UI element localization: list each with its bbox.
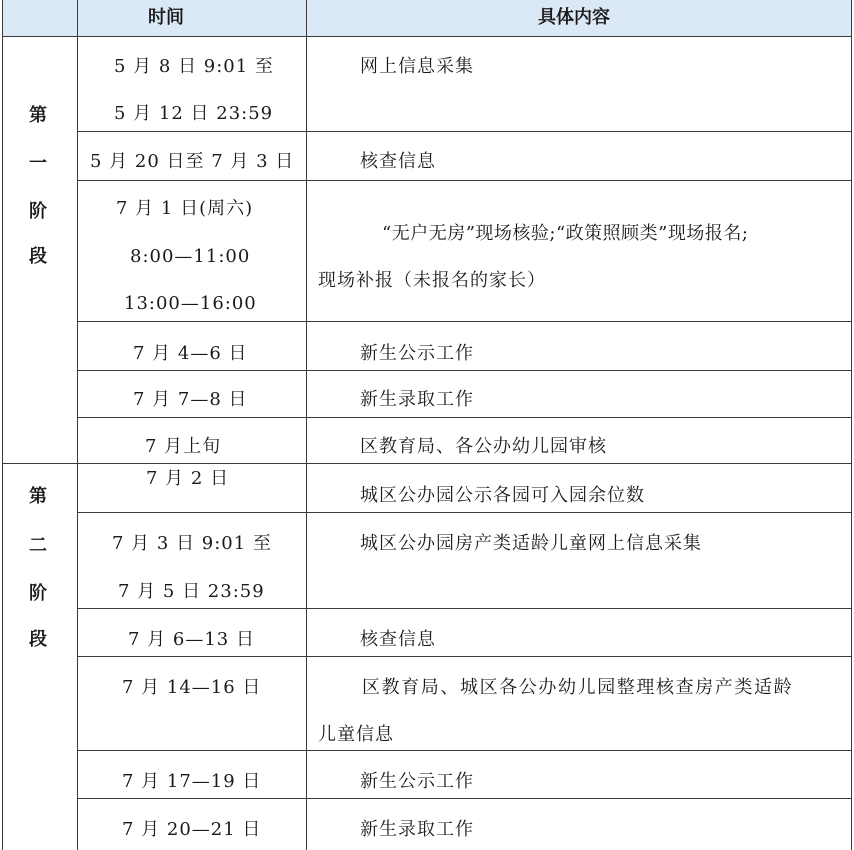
phase-1-char: 阶: [29, 201, 47, 222]
column-divider: [77, 0, 78, 850]
phase-divider: [2, 463, 852, 464]
phase-1-char: 第: [29, 105, 47, 126]
row-divider: [2, 36, 852, 37]
row-time-line: 13:00—16:00: [124, 293, 257, 314]
row-time-line: 7 月 1 日(周六): [116, 198, 254, 219]
row-content-line: 新生公示工作: [360, 771, 474, 792]
row-time-line: 5 月 12 日 23:59: [114, 103, 274, 124]
row-divider: [77, 131, 852, 132]
table-border: [2, 0, 3, 850]
row-time-line: 5 月 8 日 9:01 至: [114, 56, 274, 77]
row-divider: [77, 608, 852, 609]
header-background: [78, 0, 306, 36]
row-time-line: 7 月 17—19 日: [122, 771, 262, 792]
phase-2-char: 阶: [29, 583, 47, 604]
row-content-line: 区教育局、各公办幼儿园审核: [360, 436, 607, 457]
phase-1-char: 一: [29, 153, 47, 174]
phase-1-char: 段: [29, 246, 47, 267]
row-time-line: 7 月 2 日: [146, 468, 230, 489]
row-time-line: 7 月 6—13 日: [128, 629, 255, 650]
row-content-line: 新生录取工作: [360, 819, 474, 840]
row-content-line: 核查信息: [360, 629, 436, 650]
row-time-line: 7 月上旬: [145, 436, 222, 457]
row-content-line: 儿童信息: [318, 724, 394, 745]
row-content-line: 网上信息采集: [360, 56, 474, 77]
row-content-line: “无户无房”现场核验;“政策照顾类”现场报名;: [382, 223, 749, 244]
row-time-line: 8:00—11:00: [130, 246, 251, 267]
row-divider: [77, 750, 852, 751]
row-divider: [77, 512, 852, 513]
row-divider: [77, 370, 852, 371]
row-divider: [77, 321, 852, 322]
row-content-line: 区教育局、城区各公办幼儿园整理核查房产类适龄: [362, 677, 794, 698]
row-divider: [77, 180, 852, 181]
row-time-line: 7 月 7—8 日: [133, 389, 248, 410]
row-content-line: 城区公办园房产类适龄儿童网上信息采集: [360, 533, 702, 554]
row-time-line: 7 月 3 日 9:01 至: [112, 533, 272, 554]
row-divider: [77, 656, 852, 657]
row-divider: [77, 798, 852, 799]
phase-2-char: 段: [29, 629, 47, 650]
row-time-line: 7 月 14—16 日: [122, 677, 262, 698]
phase-2-char: 第: [29, 486, 47, 507]
row-content-line: 城区公办园公示各园可入园余位数: [360, 485, 645, 506]
table-border: [851, 0, 852, 850]
header-time: 时间: [148, 7, 184, 28]
row-content-line: 新生公示工作: [360, 343, 474, 364]
row-divider: [77, 417, 852, 418]
row-time-line: 7 月 20—21 日: [122, 819, 262, 840]
header-content: 具体内容: [538, 7, 610, 28]
header-background: [3, 0, 77, 36]
row-content-line: 核查信息: [360, 151, 436, 172]
row-content-line: 新生录取工作: [360, 389, 474, 410]
row-time-line: 7 月 4—6 日: [133, 343, 248, 364]
column-divider: [306, 0, 307, 850]
row-time-line: 7 月 5 日 23:59: [118, 581, 265, 602]
phase-2-char: 二: [29, 535, 47, 556]
row-time-line: 5 月 20 日至 7 月 3 日: [90, 151, 295, 172]
row-content-line: 现场补报（未报名的家长）: [318, 270, 546, 291]
